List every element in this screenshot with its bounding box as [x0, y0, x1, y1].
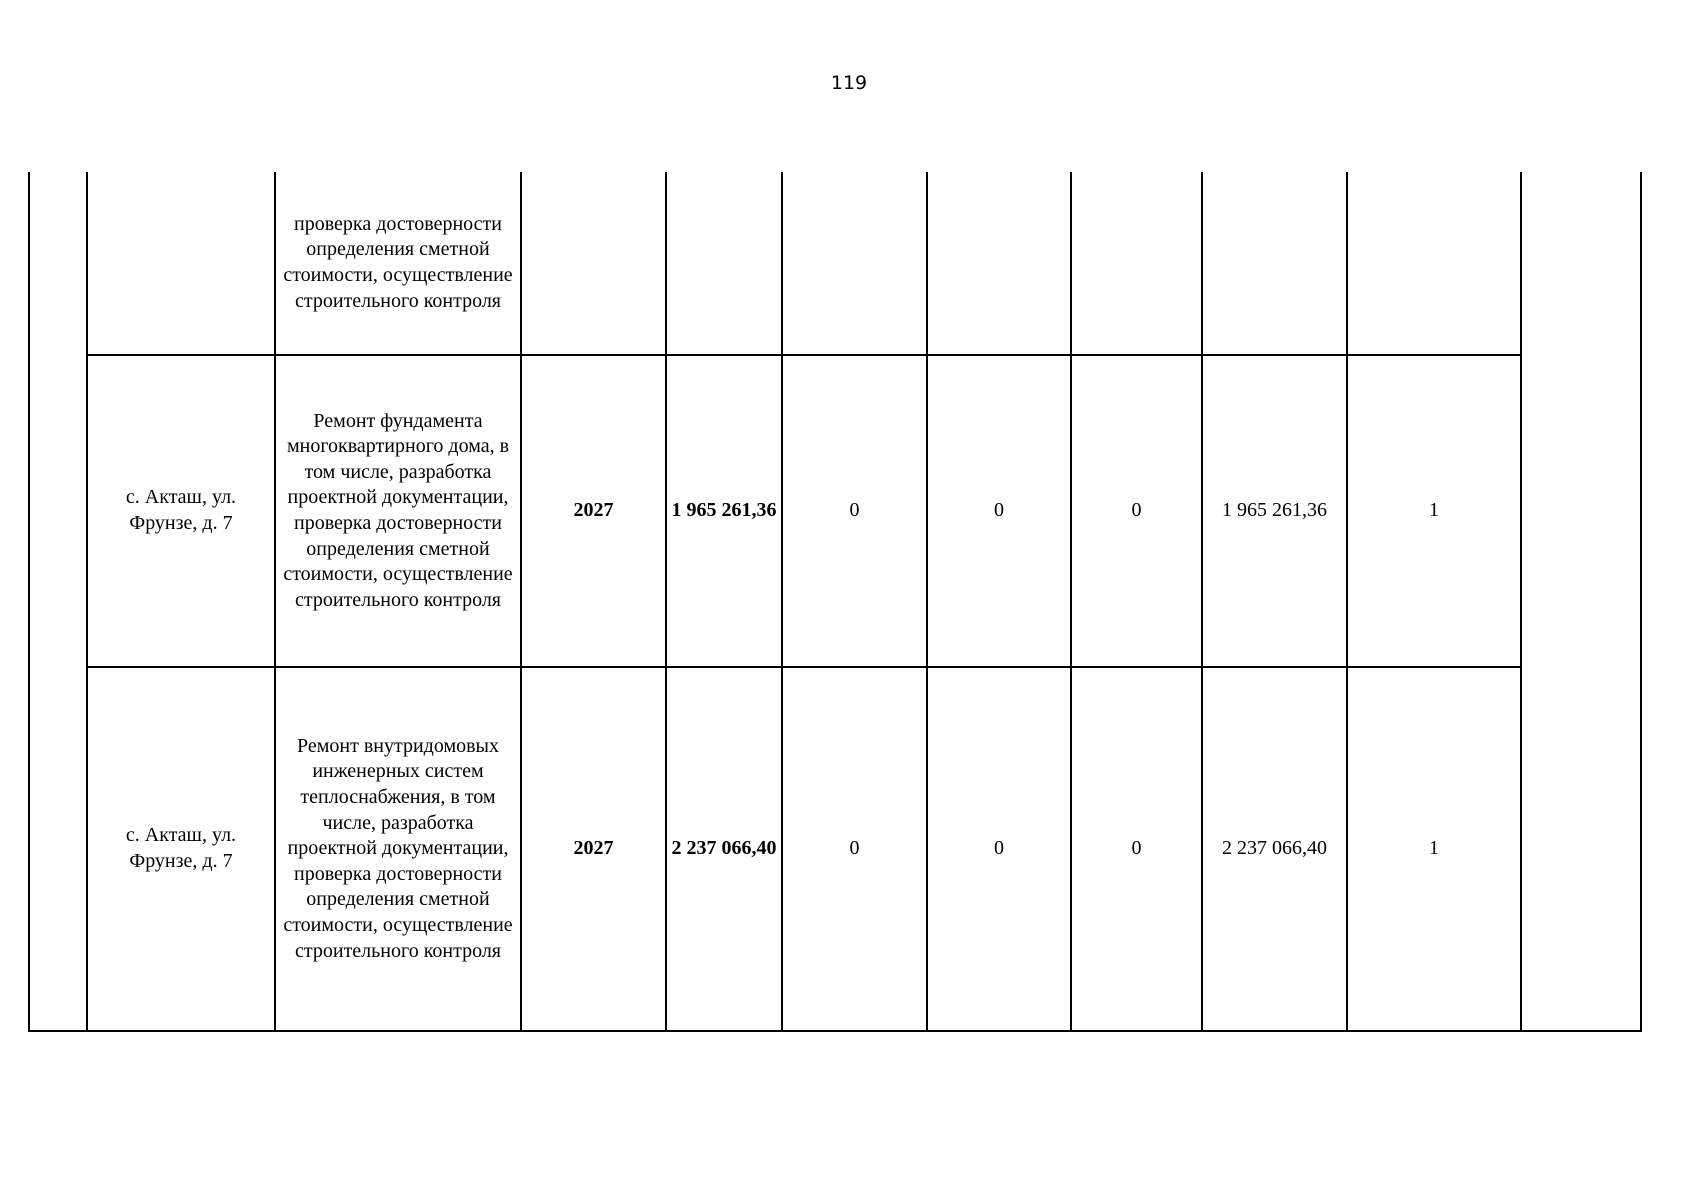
page-number: 119: [830, 72, 868, 94]
funding-cell-2: [927, 172, 1071, 355]
count-cell: [1347, 172, 1521, 355]
work-description-cell: Ремонт фундамента многоквартирного дома, в том числе, разработка проектной документации, проверка достоверности определения сметной стоимости, осуществление строительного контроля: [275, 355, 521, 667]
row-number-cell: [29, 172, 87, 1031]
work-description-cell: Ремонт внутридомовых инженерных систем теплоснабжения, в том числе, разработка проектной документации, проверка достоверности определения сметной стоимости, осуществление строительного контроля: [275, 667, 521, 1031]
document-sheet: [28, 172, 1640, 1032]
total-cost-cell: [666, 172, 782, 355]
funding-cell-4: 1 965 261,36: [1202, 355, 1347, 667]
year-cell: [521, 172, 666, 355]
year-cell: 2027: [521, 667, 666, 1031]
count-cell: 1: [1347, 355, 1521, 667]
address-cell: [87, 172, 275, 355]
funding-cell-1: 0: [782, 667, 927, 1031]
funding-cell-2: 0: [927, 667, 1071, 1031]
total-cost-cell: 1 965 261,36: [666, 355, 782, 667]
funding-cell-4: 2 237 066,40: [1202, 667, 1347, 1031]
funding-cell-3: 0: [1071, 667, 1202, 1031]
remarks-cell: [1521, 172, 1641, 1031]
table-row: [29, 355, 1641, 667]
total-cost-cell: 2 237 066,40: [666, 667, 782, 1031]
table-row: [29, 667, 1641, 1031]
year-cell: 2027: [521, 355, 666, 667]
address-cell: с. Акташ, ул. Фрунзе, д. 7: [87, 355, 275, 667]
funding-cell-3: [1071, 172, 1202, 355]
table-row: [29, 172, 1641, 355]
funding-cell-2: 0: [927, 355, 1071, 667]
capital-repair-table: [28, 172, 1642, 1032]
address-cell: с. Акташ, ул. Фрунзе, д. 7: [87, 667, 275, 1031]
count-cell: 1: [1347, 667, 1521, 1031]
funding-cell-4: [1202, 172, 1347, 355]
funding-cell-1: 0: [782, 355, 927, 667]
funding-cell-1: [782, 172, 927, 355]
funding-cell-3: 0: [1071, 355, 1202, 667]
work-description-cell: проверка достоверности определения сметной стоимости, осуществление строительного контроля: [275, 172, 521, 355]
